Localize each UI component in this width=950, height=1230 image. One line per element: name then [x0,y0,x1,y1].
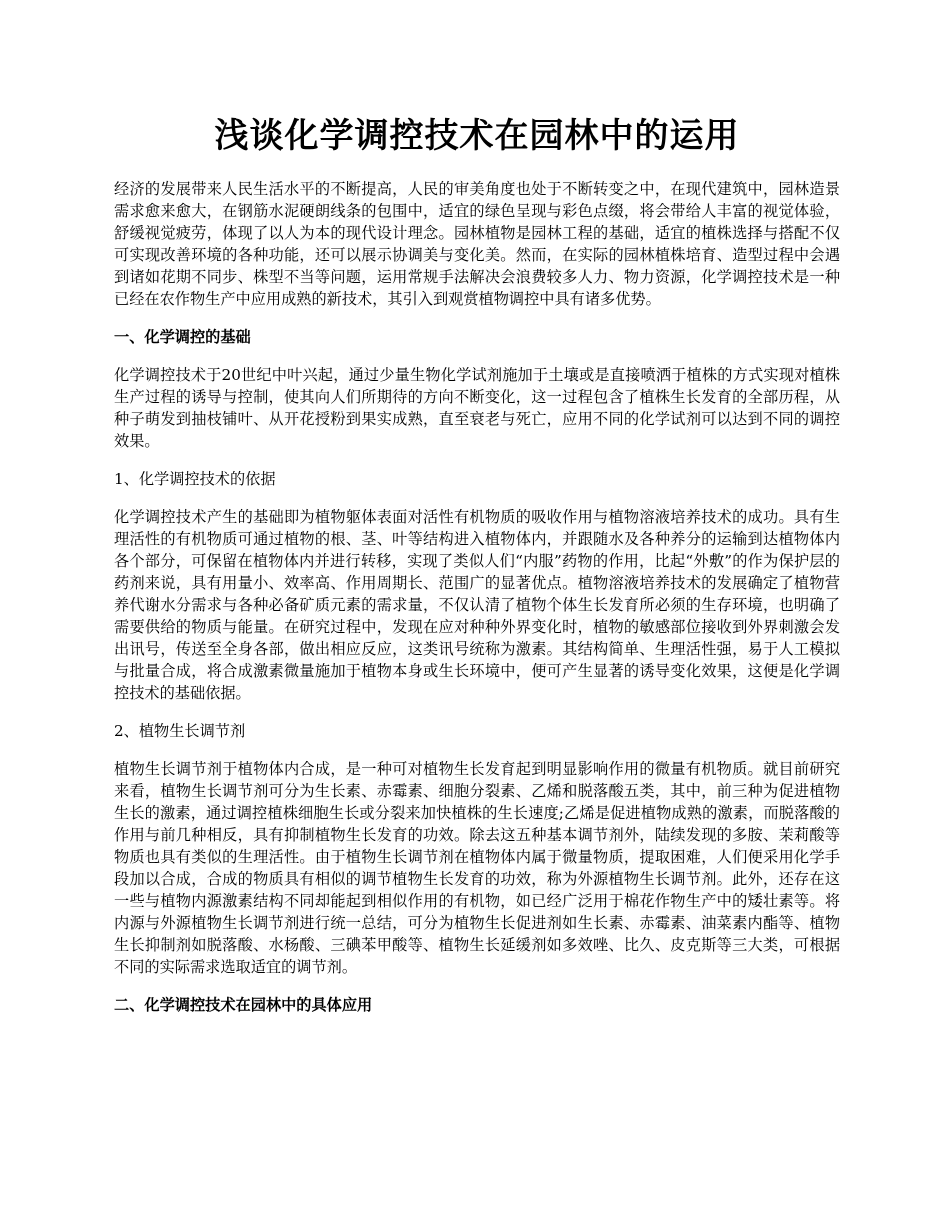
section-heading-2: 二、化学调控技术在园林中的具体应用 [114,996,373,1014]
subsection-heading-2: 2、植物生长调节剂 [114,722,246,740]
section-1-paragraph: 化学调控技术于20世纪中叶兴起，通过少量生物化学试剂施加于土壤或是直接喷洒于植株的方式实现对植株生产过程的诱导与控制，使其向人们所期待的方向不断变化，这一过程包含了植株生长发育的全部历程，从种子萌发到抽枝铺叶、从开花授粉到果实成熟，直至衰老与死亡，应用不同的化学试剂可以达到不同的调控效果。 [114,366,840,450]
subsection-2-paragraph: 植物生长调节剂于植物体内合成，是一种可对植物生长发育起到明显影响作用的微量有机物质。就目前研究来看，植物生长调节剂可分为生长素、赤霉素、细胞分裂素、乙烯和脱落酸五类，其中，前三种为促进植物生长的激素，通过调控植株细胞生长或分裂来加快植株的生长速度;乙烯是促进植物成熟的激素，而脱落酸的作用与前几种相反，具有抑制植物生长发育的功效。除去这五种基本调节剂外，陆续发现的多胺、茉莉酸等物质也具有类似的生理活性。由于植物生长调节剂在植物体内属于微量物质，提取困难，人们便采用化学手段加以合成，合成的物质具有相似的调节植物生长发育的功效，称为外源植物生长调节剂。此外，还存在这一些与植物内源激素结构不同却能起到相似作用的有机物，如已经广泛用于棉花作物生产中的矮壮素等。将内源与外源植物生长调节剂进行统一总结，可分为植物生长促进剂如生长素、赤霉素、油菜素内酯等、植物生长抑制剂如脱落酸、水杨酸、三碘苯甲酸等、植物生长延缓剂如多效唑、比久、皮克斯等三大类，可根据不同的实际需求选取适宜的调节剂。 [114,760,840,976]
subsection-heading-1: 1、化学调控技术的依据 [114,470,276,488]
document-body [114,178,840,1032]
subsection-1-paragraph: 化学调控技术产生的基础即为植物躯体表面对活性有机物质的吸收作用与植物溶液培养技术的成功。具有生理活性的有机物质可通过植物的根、茎、叶等结构进入植物体内，并跟随水及各种养分的运输到达植物体内各个部分，可保留在植物体内并进行转移，实现了类似人们“内服”药物的作用，比起“外敷”的作为保护层的药剂来说，具有用量小、效率高、作用周期长、范围广的显著优点。植物溶液培养技术的发展确定了植物营养代谢水分需求与各种必备矿质元素的需求量，不仅认清了植物个体生长发育所必须的生存环境，也明确了需要供给的物质与能量。在研究过程中，发现在应对种种外界变化时，植物的敏感部位接收到外界刺激会发出讯号，传送至全身各部，做出相应反应，这类讯号统称为激素。其结构简单、生理活性强，易于人工模拟与批量合成，将合成激素微量施加于植物本身或生长环境中，便可产生显著的诱导变化效果，这便是化学调控技术的基础依据。 [114,508,840,702]
section-heading-1: 一、化学调控的基础 [114,328,251,346]
document-title: 浅谈化学调控技术在园林中的运用 [214,116,740,156]
intro-paragraph: 经济的发展带来人民生活水平的不断提高，人民的审美角度也处于不断转变之中，在现代建筑中，园林造景需求愈来愈大，在钢筋水泥硬朗线条的包围中，适宜的绿色呈现与彩色点缀，将会带给人丰富的视觉体验，舒缓视觉疲劳，体现了以人为本的现代设计理念。园林植物是园林工程的基础，适宜的植株选择与搭配不仅可实现改善环境的各种功能，还可以展示协调美与变化美。然而，在实际的园林植株培育、造型过程中会遇到诸如花期不同步、株型不当等问题，运用常规手法解决会浪费较多人力、物力资源，化学调控技术是一种已经在农作物生产中应用成熟的新技术，其引入到观赏植物调控中具有诸多优势。 [114,180,840,308]
